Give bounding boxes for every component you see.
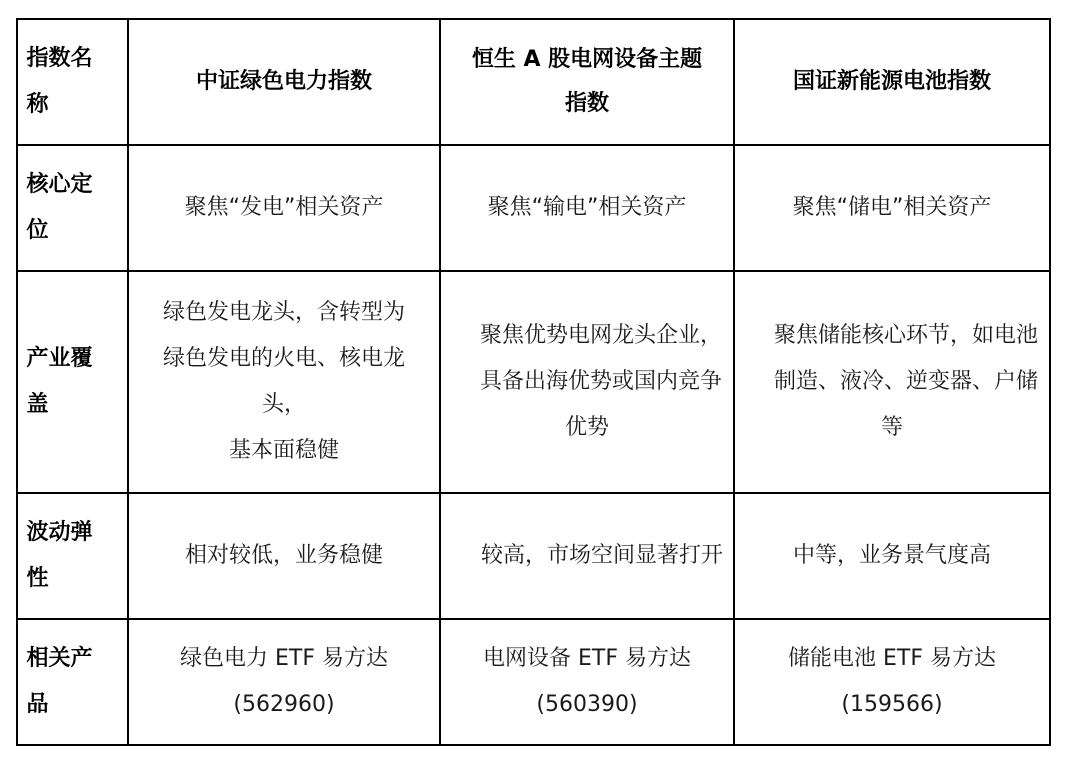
cell-text: (159566) <box>841 692 943 717</box>
table-cell <box>128 493 440 619</box>
cell-text: 绿色电力 ETF 易方达 <box>180 646 388 671</box>
cell-text: 基本面稳健 <box>228 438 339 463</box>
cell-text: 较高，市场空间显著打开 <box>480 543 723 568</box>
cell-text: 储能电池 ETF 易方达 <box>788 646 996 671</box>
row-label-cell <box>17 619 128 745</box>
table-cell <box>734 619 1050 745</box>
table-cell <box>128 145 440 271</box>
header-col1: 中证绿色电力指数 <box>195 69 372 94</box>
table-cell <box>734 271 1050 493</box>
cell-text: 绿色发电的火电、核电龙 <box>162 346 405 371</box>
table-cell <box>734 493 1050 619</box>
table-cell <box>128 619 440 745</box>
cell-text: (560390) <box>536 692 638 717</box>
header-row <box>17 19 1050 145</box>
row-label-cell <box>17 493 128 619</box>
header-col2-cell <box>440 19 734 145</box>
table-cell <box>440 145 734 271</box>
comparison-table <box>16 18 1051 746</box>
table-cell <box>440 271 734 493</box>
row-label: 波动弹性 <box>26 520 93 591</box>
cell-text: 聚焦“储电”相关资产 <box>792 195 992 220</box>
header-col3: 国证新能源电池指数 <box>792 69 991 94</box>
table-cell <box>734 145 1050 271</box>
header-row-label-cell <box>17 19 128 145</box>
cell-text: 中等，业务景气度高 <box>792 543 991 568</box>
cell-text: 相对较低，业务稳健 <box>184 543 383 568</box>
cell-text: 聚焦优势电网龙头企业， <box>479 323 722 348</box>
header-col3-cell <box>734 19 1050 145</box>
header-row-label: 指数名称 <box>26 46 93 117</box>
cell-text: 聚焦储能核心环节，如电池 <box>773 323 1038 348</box>
cell-text: 制造、液冷、逆变器、户储 <box>773 369 1038 394</box>
cell-text: (562960) <box>233 692 335 717</box>
table-row <box>17 493 1050 619</box>
table-cell <box>440 619 734 745</box>
cell-text: 绿色发电龙头，含转型为 <box>162 300 405 325</box>
table-row <box>17 271 1050 493</box>
cell-text: 等 <box>880 415 903 440</box>
cell-text: 电网设备 ETF 易方达 <box>483 646 691 671</box>
row-label: 核心定位 <box>26 172 93 243</box>
cell-text: 聚焦“发电”相关资产 <box>184 195 384 220</box>
row-label-cell <box>17 271 128 493</box>
cell-text: 具备出海优势或国内竞争 <box>479 369 722 394</box>
table-row <box>17 619 1050 745</box>
row-label: 相关产品 <box>26 646 93 717</box>
header-col2: 恒生 A 股电网设备主题指数 <box>471 47 703 116</box>
cell-text: 头， <box>261 392 306 417</box>
table-cell <box>128 271 440 493</box>
table-row <box>17 145 1050 271</box>
row-label-cell <box>17 145 128 271</box>
cell-text: 聚焦“输电”相关资产 <box>487 195 687 220</box>
header-col1-cell <box>128 19 440 145</box>
row-label: 产业覆盖 <box>26 346 93 417</box>
table-cell <box>440 493 734 619</box>
cell-text: 优势 <box>564 415 609 440</box>
